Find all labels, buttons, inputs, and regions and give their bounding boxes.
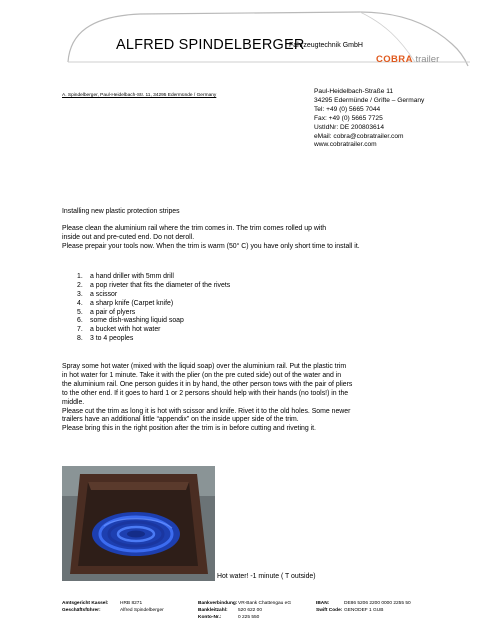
list-text: a scissor bbox=[90, 290, 118, 298]
list-text: a bucket with hot water bbox=[90, 326, 161, 334]
instruction-line: Please bring this in the right position after the trim is in before cutting and riveting it. bbox=[62, 425, 316, 433]
footer-ceo-label: Geschäftsführer: bbox=[62, 607, 101, 613]
instruction-line: Spray some hot water (mixed with the liquid soap) over the aluminium rail. Put the plastic trim bbox=[62, 363, 347, 370]
footer-bank-value: VR-Bank Chattengau eG bbox=[238, 601, 292, 606]
address-tel: Tel: +49 (0) 5665 7044 bbox=[314, 105, 381, 113]
instruction-line: Please cut the trim as long it is hot with scissor and knife. Rivet it to the old holes. Some newer bbox=[62, 407, 351, 415]
intro-line: Please clean the aluminium rail where the trim comes in. The trim comes rolled up with bbox=[62, 225, 327, 232]
footer-blz-label: Bankleitzahl: bbox=[198, 607, 228, 613]
cobra-trailer-logo bbox=[376, 54, 439, 65]
list-number: 3. bbox=[77, 290, 83, 298]
address-fax: Fax: +49 (0) 5665 7725 bbox=[314, 114, 383, 122]
list-text: 3 to 4 peoples bbox=[90, 335, 134, 343]
address-block bbox=[314, 88, 424, 150]
footer-bank-label: Bankverbindung: bbox=[198, 601, 238, 606]
instruction-line: trailers have an additional little “appendix” on the inside upper side of the trim. bbox=[62, 416, 299, 424]
document-title bbox=[62, 208, 462, 217]
photo-caption: Hot water! -1 minute ( T outside) bbox=[217, 573, 316, 580]
intro-line: inside out and pre-cuted end. Do not deroll. bbox=[62, 233, 195, 241]
footer-account-label: Konto-Nr.: bbox=[198, 614, 222, 620]
list-text: a pair of plyers bbox=[90, 308, 136, 316]
footer-iban-label: IBAN: bbox=[316, 601, 330, 606]
instruction-line: middle. bbox=[62, 398, 85, 406]
footer-swift-value: GENODEF 1 GUB bbox=[344, 607, 384, 613]
list-number: 1. bbox=[77, 273, 83, 280]
instructions-paragraph bbox=[62, 363, 462, 434]
address-web[interactable]: www.cobratrailer.com bbox=[314, 141, 377, 149]
title-text: Installing new plastic protection stripes bbox=[62, 208, 180, 215]
intro-paragraph bbox=[62, 225, 462, 252]
list-number: 7. bbox=[77, 326, 83, 334]
list-text: a sharp knife (Carpet knife) bbox=[90, 299, 174, 307]
list-number: 6. bbox=[77, 317, 83, 325]
company-name: ALFRED SPINDELBERGER bbox=[116, 37, 305, 53]
list-number: 8. bbox=[77, 335, 83, 343]
list-text: a hand driller with 5mm drill bbox=[90, 273, 174, 280]
footer-swift-label: Swift Code: bbox=[316, 607, 343, 613]
photo-illustration bbox=[62, 466, 215, 581]
address-street: Paul-Heidelbach-Straße 11 bbox=[314, 88, 394, 95]
instruction-line: the aluminium rail. One person guides it in by hand, the other person tows with the pair of pliers bbox=[62, 380, 353, 388]
company-subtitle: Fahrzeugtechnik GmbH bbox=[289, 42, 363, 49]
intro-line: Please prepair your tools now. When the trim is warm (50° C) you have only short time to install it. bbox=[62, 242, 360, 250]
sender-line: A. Spindelberger, Paul-Heidelbach-Str. 11, 34295 Edermünde / Germany bbox=[62, 93, 217, 98]
instruction-line: in hot water for 1 minute. Take it with the plier (on the pre cuted side) out of the water and in bbox=[62, 371, 342, 379]
footer-court-label: Amtsgericht Kassel: bbox=[62, 601, 109, 606]
logo-suffix: trailer bbox=[415, 54, 440, 65]
list-number: 4. bbox=[77, 299, 83, 307]
list-text: a pop riveter that fits the diameter of the rivets bbox=[90, 281, 231, 289]
footer-ceo-value: Alfred Spindelberger bbox=[120, 607, 164, 613]
list-number: 2. bbox=[77, 281, 83, 289]
address-city: 34295 Edermünde / Grifte – Germany bbox=[314, 96, 425, 104]
logo-brand: COBRA bbox=[376, 54, 413, 65]
address-email[interactable]: eMail: cobra@cobratrailer.com bbox=[314, 132, 404, 140]
footer-iban-value: DE86 5206 2200 0000 2255 50 bbox=[344, 601, 411, 606]
list-number: 5. bbox=[77, 308, 83, 316]
footer-court-value: HRB 8271 bbox=[120, 601, 143, 606]
footer-account-value: 0 225 550 bbox=[238, 614, 260, 620]
footer-blz-value: 520 622 00 bbox=[238, 607, 263, 613]
list-text: some dish-washing liquid soap bbox=[90, 317, 184, 325]
bucket-trim-photo bbox=[62, 466, 215, 581]
address-vat: UstIdNr: DE 200803614 bbox=[314, 123, 385, 131]
instruction-line: to the other end. If it goes to hard 1 or 2 persons should help with their hands (no tools!) in the bbox=[62, 389, 349, 397]
